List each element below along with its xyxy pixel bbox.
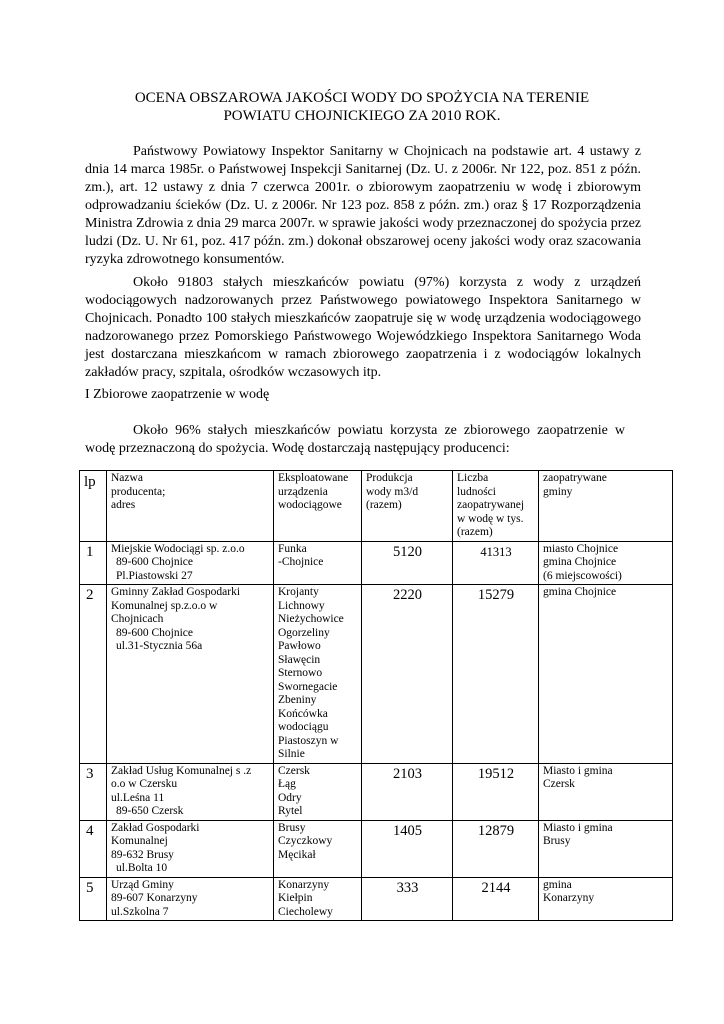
header-population-line: Liczba — [457, 472, 489, 484]
population-paragraph — [85, 274, 641, 382]
row-facilities — [274, 820, 362, 877]
header-facilities-line: urządzenia — [278, 485, 328, 498]
row-population: 41313 — [453, 541, 539, 585]
row-lp: 5 — [80, 877, 107, 921]
row-population: 12879 — [453, 820, 539, 877]
row-facility: Ciecholewy — [278, 905, 333, 918]
row-facility: Odry — [278, 791, 302, 804]
row-communes — [539, 541, 673, 585]
row-name-line: Komunalnej — [111, 835, 168, 847]
title-line-1: OCENA OBSZAROWA JAKOŚCI WODY DO SPOŻYCIA NA TERENIE — [134, 90, 590, 106]
row-name-line: ul.31-Stycznia 56a — [116, 640, 203, 652]
header-name-line: producenta; — [111, 485, 166, 498]
section-paragraph — [85, 422, 625, 458]
population-paragraph-text: Około 91803 stałych mieszkańców powiatu (97%) korzysta z wody z urządzeń wodociągowych nadzorowanych przez Państwowego powiatowego Inspektora Sanitarnego w Chojnicach. Ponadto 100 stałych mieszkańców zaopatruje się w wodę urządzenia wodociągowego nadzorowanego przez Pomorskiego Państwowego Wojewódzkiego Inspektora Sanitarnego Woda jest dostarczana mieszkańcom w ramach zbiorowego zaopatrzenia i z wodociągów lokalnych zakładów pracy, szpitala, ośrodków wczasowych itp. — [85, 275, 641, 380]
table-row — [80, 820, 673, 877]
row-facility: Czersk — [278, 764, 310, 777]
row-facility: Łąg — [278, 778, 296, 790]
table-row — [80, 877, 673, 921]
row-facilities — [274, 763, 362, 820]
producers-table — [79, 470, 673, 921]
intro-paragraph-text: Państwowy Powiatowy Inspektor Sanitarny w Chojnicach na podstawie art. 4 ustawy z dnia 14 marca 1985r. o Państwowej Inspekcji Sanitarnej (Dz. U. z 2006r. Nr 122, poz. 851 z późn. zm.), art. 12 ustawy z dnia 7 czerwca 2001r. o zbiorowym zaopatrzeniu w wodę i zbiorowym odprowadzaniu ścieków (Dz. U. z 2006r. Nr 123 poz. 858 z późn. zm.) oraz § 17 Rozporządzenia Ministra Zdrowia z dnia 29 marca 2007r. w sprawie jakości wody przeznaczonej do spożycia przez ludzi (Dz. U. Nr 61, poz. 417 późn. zm.) dokonał obszarowej oceny jakości wody oraz szacowania ryzyka zdrowotnego konsumentów. — [85, 144, 641, 267]
row-facility: Funka — [278, 542, 307, 555]
row-facilities — [274, 585, 362, 764]
header-name — [107, 471, 274, 542]
row-communes — [539, 585, 673, 764]
row-communes — [539, 820, 673, 877]
header-production — [362, 471, 453, 542]
row-commune: Konarzyny — [543, 892, 595, 904]
row-name — [107, 585, 274, 764]
header-facilities-line: Eksploatowane — [278, 472, 349, 484]
row-name — [107, 820, 274, 877]
row-facility: Rytel — [278, 805, 303, 817]
row-population: 2144 — [453, 877, 539, 921]
section-paragraph-text: Około 96% stałych mieszkańców powiatu korzysta ze zbiorowego zaopatrzenie w wodę przeznaczoną do spożycia. Wodę dostarczają następujący producenci: — [85, 423, 625, 456]
section-heading: I Zbiorowe zaopatrzenie w wodę — [85, 387, 270, 402]
row-name-line: Urząd Gminy — [111, 878, 174, 891]
row-facility: Swornegacie — [278, 680, 338, 693]
row-facility: Zbeniny — [278, 694, 317, 706]
header-production-line: wody m3/d — [366, 485, 419, 498]
header-lp: lp — [80, 471, 107, 542]
row-facility: Brusy — [278, 821, 306, 834]
row-name-line: 89-600 Chojnice — [116, 556, 193, 568]
row-commune: gmina Chojnice — [543, 556, 617, 568]
table-row — [80, 541, 673, 585]
row-name-line: o.o w Czersku — [111, 778, 178, 790]
row-lp: 1 — [80, 541, 107, 585]
row-facility: Nieżychowice — [278, 613, 344, 625]
row-commune: gmina — [543, 878, 572, 891]
header-communes-line: gminy — [543, 485, 573, 498]
header-communes-line: zaopatrywane — [543, 472, 607, 484]
header-communes — [539, 471, 673, 542]
row-name-line: ul.Leśna 11 — [111, 791, 165, 804]
row-facility: wodociągu — [278, 721, 329, 733]
row-name-line: 89-607 Konarzyny — [111, 892, 198, 904]
row-production: 2103 — [362, 763, 453, 820]
row-commune: Miasto i gmina — [543, 821, 613, 834]
row-facility: Kiełpin — [278, 892, 313, 904]
row-production: 333 — [362, 877, 453, 921]
table-row — [80, 585, 673, 764]
header-name-line: Nazwa — [111, 472, 143, 484]
row-lp: 4 — [80, 820, 107, 877]
row-facility: Męcikał — [278, 848, 316, 861]
document-title — [80, 89, 644, 125]
row-facility: Silnie — [278, 748, 305, 760]
row-facility: -Chojnice — [278, 556, 324, 568]
row-name-line: Gminny Zakład Gospodarki — [111, 586, 241, 598]
table-row — [80, 763, 673, 820]
row-population: 19512 — [453, 763, 539, 820]
row-name-line: Zakład Usług Komunalnej s .z — [111, 764, 252, 777]
intro-paragraph — [85, 143, 641, 269]
row-facility: Sławęcin — [278, 653, 321, 666]
header-production-line: Produkcja — [366, 472, 413, 484]
row-facility: Lichnowy — [278, 599, 325, 612]
row-facility: Pawłowo — [278, 640, 321, 652]
header-population-line: w wodę w tys. — [457, 512, 524, 525]
row-facilities — [274, 877, 362, 921]
row-name-line: Chojnicach — [111, 613, 164, 625]
row-commune: Czersk — [543, 778, 575, 790]
row-name-line: 89-650 Czersk — [116, 805, 184, 817]
title-line-2: POWIATU CHOJNICKIEGO ZA 2010 ROK. — [223, 108, 501, 124]
row-name-line: 89-600 Chojnice — [116, 626, 193, 639]
row-facility: Sternowo — [278, 667, 323, 679]
row-commune: (6 miejscowości) — [543, 569, 622, 582]
row-production: 1405 — [362, 820, 453, 877]
row-commune: miasto Chojnice — [543, 542, 619, 555]
row-name-line: Miejskie Wodociągi sp. z.o.o — [111, 542, 245, 555]
row-lp: 3 — [80, 763, 107, 820]
header-production-line: (razem) — [366, 499, 402, 511]
header-population-line: (razem) — [457, 526, 493, 538]
row-lp: 2 — [80, 585, 107, 764]
row-commune: gmina Chojnice — [543, 586, 617, 598]
header-population-line: ludności — [457, 485, 496, 498]
row-name-line: Zakład Gospodarki — [111, 821, 200, 834]
row-communes — [539, 877, 673, 921]
row-facility: Konarzyny — [278, 878, 330, 891]
row-facility: Piastoszyn w — [278, 734, 339, 747]
row-name-line: ul.Bolta 10 — [116, 862, 168, 874]
row-name-line: ul.Szkolna 7 — [111, 905, 169, 918]
header-facilities-line: wodociągowe — [278, 499, 342, 511]
table-header-row — [80, 471, 673, 542]
row-facility: Ogorzeliny — [278, 626, 330, 639]
row-name-line: 89-632 Brusy — [111, 848, 174, 861]
row-population: 15279 — [453, 585, 539, 764]
row-facility: Końcówka — [278, 707, 328, 720]
row-production: 5120 — [362, 541, 453, 585]
row-production: 2220 — [362, 585, 453, 764]
row-communes — [539, 763, 673, 820]
row-facility: Czyczkowy — [278, 835, 333, 847]
row-facilities — [274, 541, 362, 585]
row-facility: Krojanty — [278, 586, 319, 598]
row-name — [107, 763, 274, 820]
row-commune: Brusy — [543, 835, 571, 847]
header-facilities — [274, 471, 362, 542]
row-name — [107, 877, 274, 921]
row-name-line: Komunalnej sp.z.o.o w — [111, 599, 218, 612]
header-population-line: zaopatrywanej — [457, 499, 525, 511]
row-name-line: Pl.Piastowski 27 — [116, 569, 193, 582]
header-name-line: adres — [111, 499, 136, 511]
header-population — [453, 471, 539, 542]
row-commune: Miasto i gmina — [543, 764, 613, 777]
row-name — [107, 541, 274, 585]
